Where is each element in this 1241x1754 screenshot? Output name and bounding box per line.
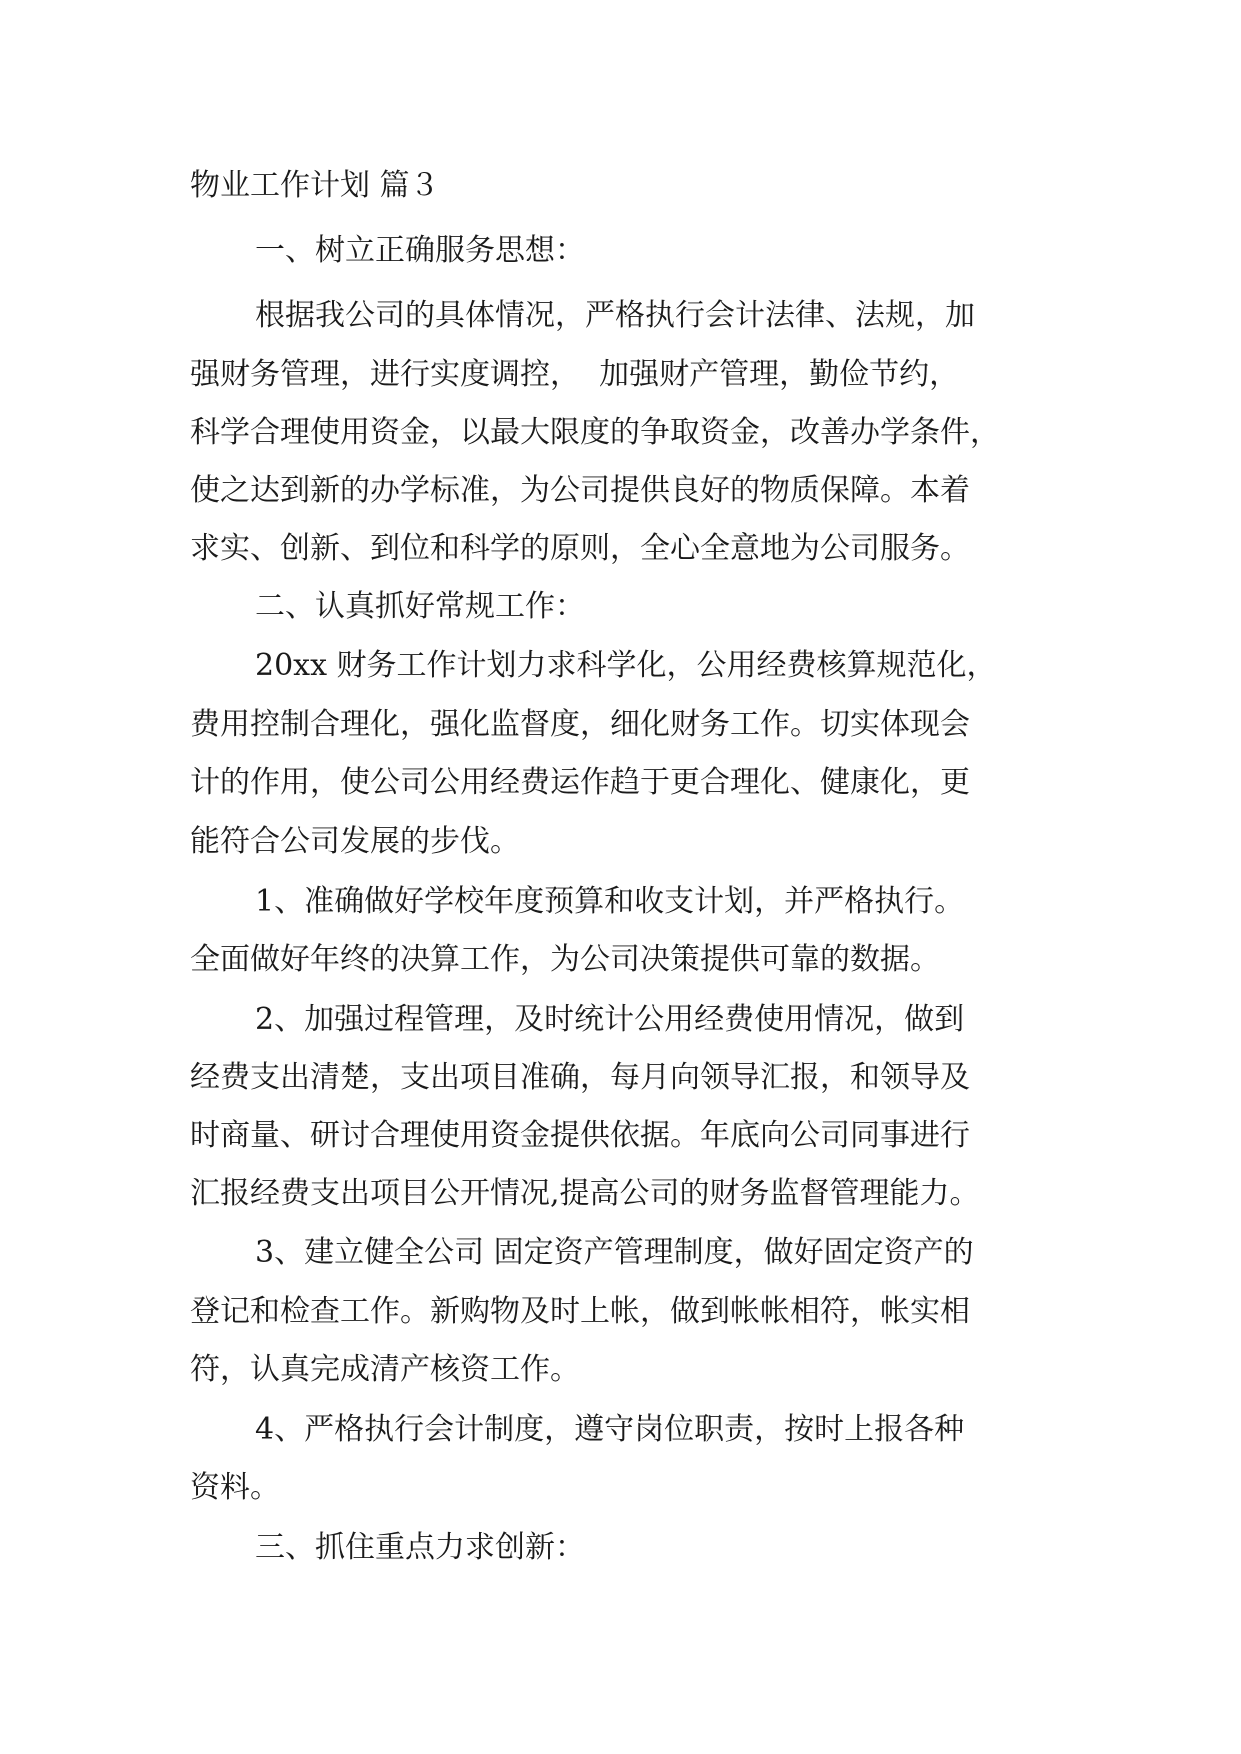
paragraph-line: 求实、创新、到位和科学的原则，全心全意地为公司服务。	[190, 531, 970, 566]
paragraph-line: 时商量、研讨合理使用资金提供依据。年底向公司同事进行	[190, 1118, 970, 1153]
section-heading: 三、抓住重点力求创新：	[255, 1530, 585, 1565]
paragraph-line: 经费支出清楚，支出项目准确，每月向领导汇报，和领导及	[190, 1060, 970, 1095]
paragraph-line: 20xx 财务工作计划力求科学化，公用经费核算规范化，	[255, 648, 997, 683]
paragraph-line: 全面做好年终的决算工作，为公司决策提供可靠的数据。	[190, 942, 940, 977]
paragraph-line: 4、严格执行会计制度，遵守岗位职责，按时上报各种	[255, 1412, 965, 1447]
paragraph-line: 使之达到新的办学标准，为公司提供良好的物质保障。本着	[190, 473, 970, 508]
paragraph-line: 资料。	[190, 1470, 280, 1505]
paragraph-line: 科学合理使用资金，以最大限度的争取资金，改善办学条件，	[190, 415, 1000, 450]
paragraph-line: 符，认真完成清产核资工作。	[190, 1352, 580, 1387]
paragraph-line: 登记和检查工作。新购物及时上帐，做到帐帐相符，帐实相	[190, 1294, 970, 1329]
paragraph-line: 计的作用，使公司公用经费运作趋于更合理化、健康化，更	[190, 765, 970, 800]
paragraph-line: 2、加强过程管理，及时统计公用经费使用情况，做到	[255, 1002, 965, 1037]
paragraph-line: 能符合公司发展的步伐。	[190, 824, 520, 859]
section-heading: 二、认真抓好常规工作：	[255, 589, 585, 624]
paragraph-line: 3、建立健全公司 固定资产管理制度，做好固定资产的	[255, 1235, 974, 1270]
document-title: 物业工作计划 篇３	[190, 168, 440, 203]
paragraph-line: 汇报经费支出项目公开情况,提高公司的财务监督管理能力。	[190, 1176, 980, 1211]
paragraph-line: 根据我公司的具体情况，严格执行会计法律、法规，加	[255, 298, 975, 333]
paragraph-line: 1、准确做好学校年度预算和收支计划，并严格执行。	[255, 884, 965, 919]
section-heading: 一、树立正确服务思想：	[255, 233, 585, 268]
paragraph-line: 费用控制合理化，强化监督度，细化财务工作。切实体现会	[190, 707, 970, 742]
paragraph-line: 强财务管理，进行实度调控， 加强财产管理，勤俭节约，	[190, 357, 960, 392]
